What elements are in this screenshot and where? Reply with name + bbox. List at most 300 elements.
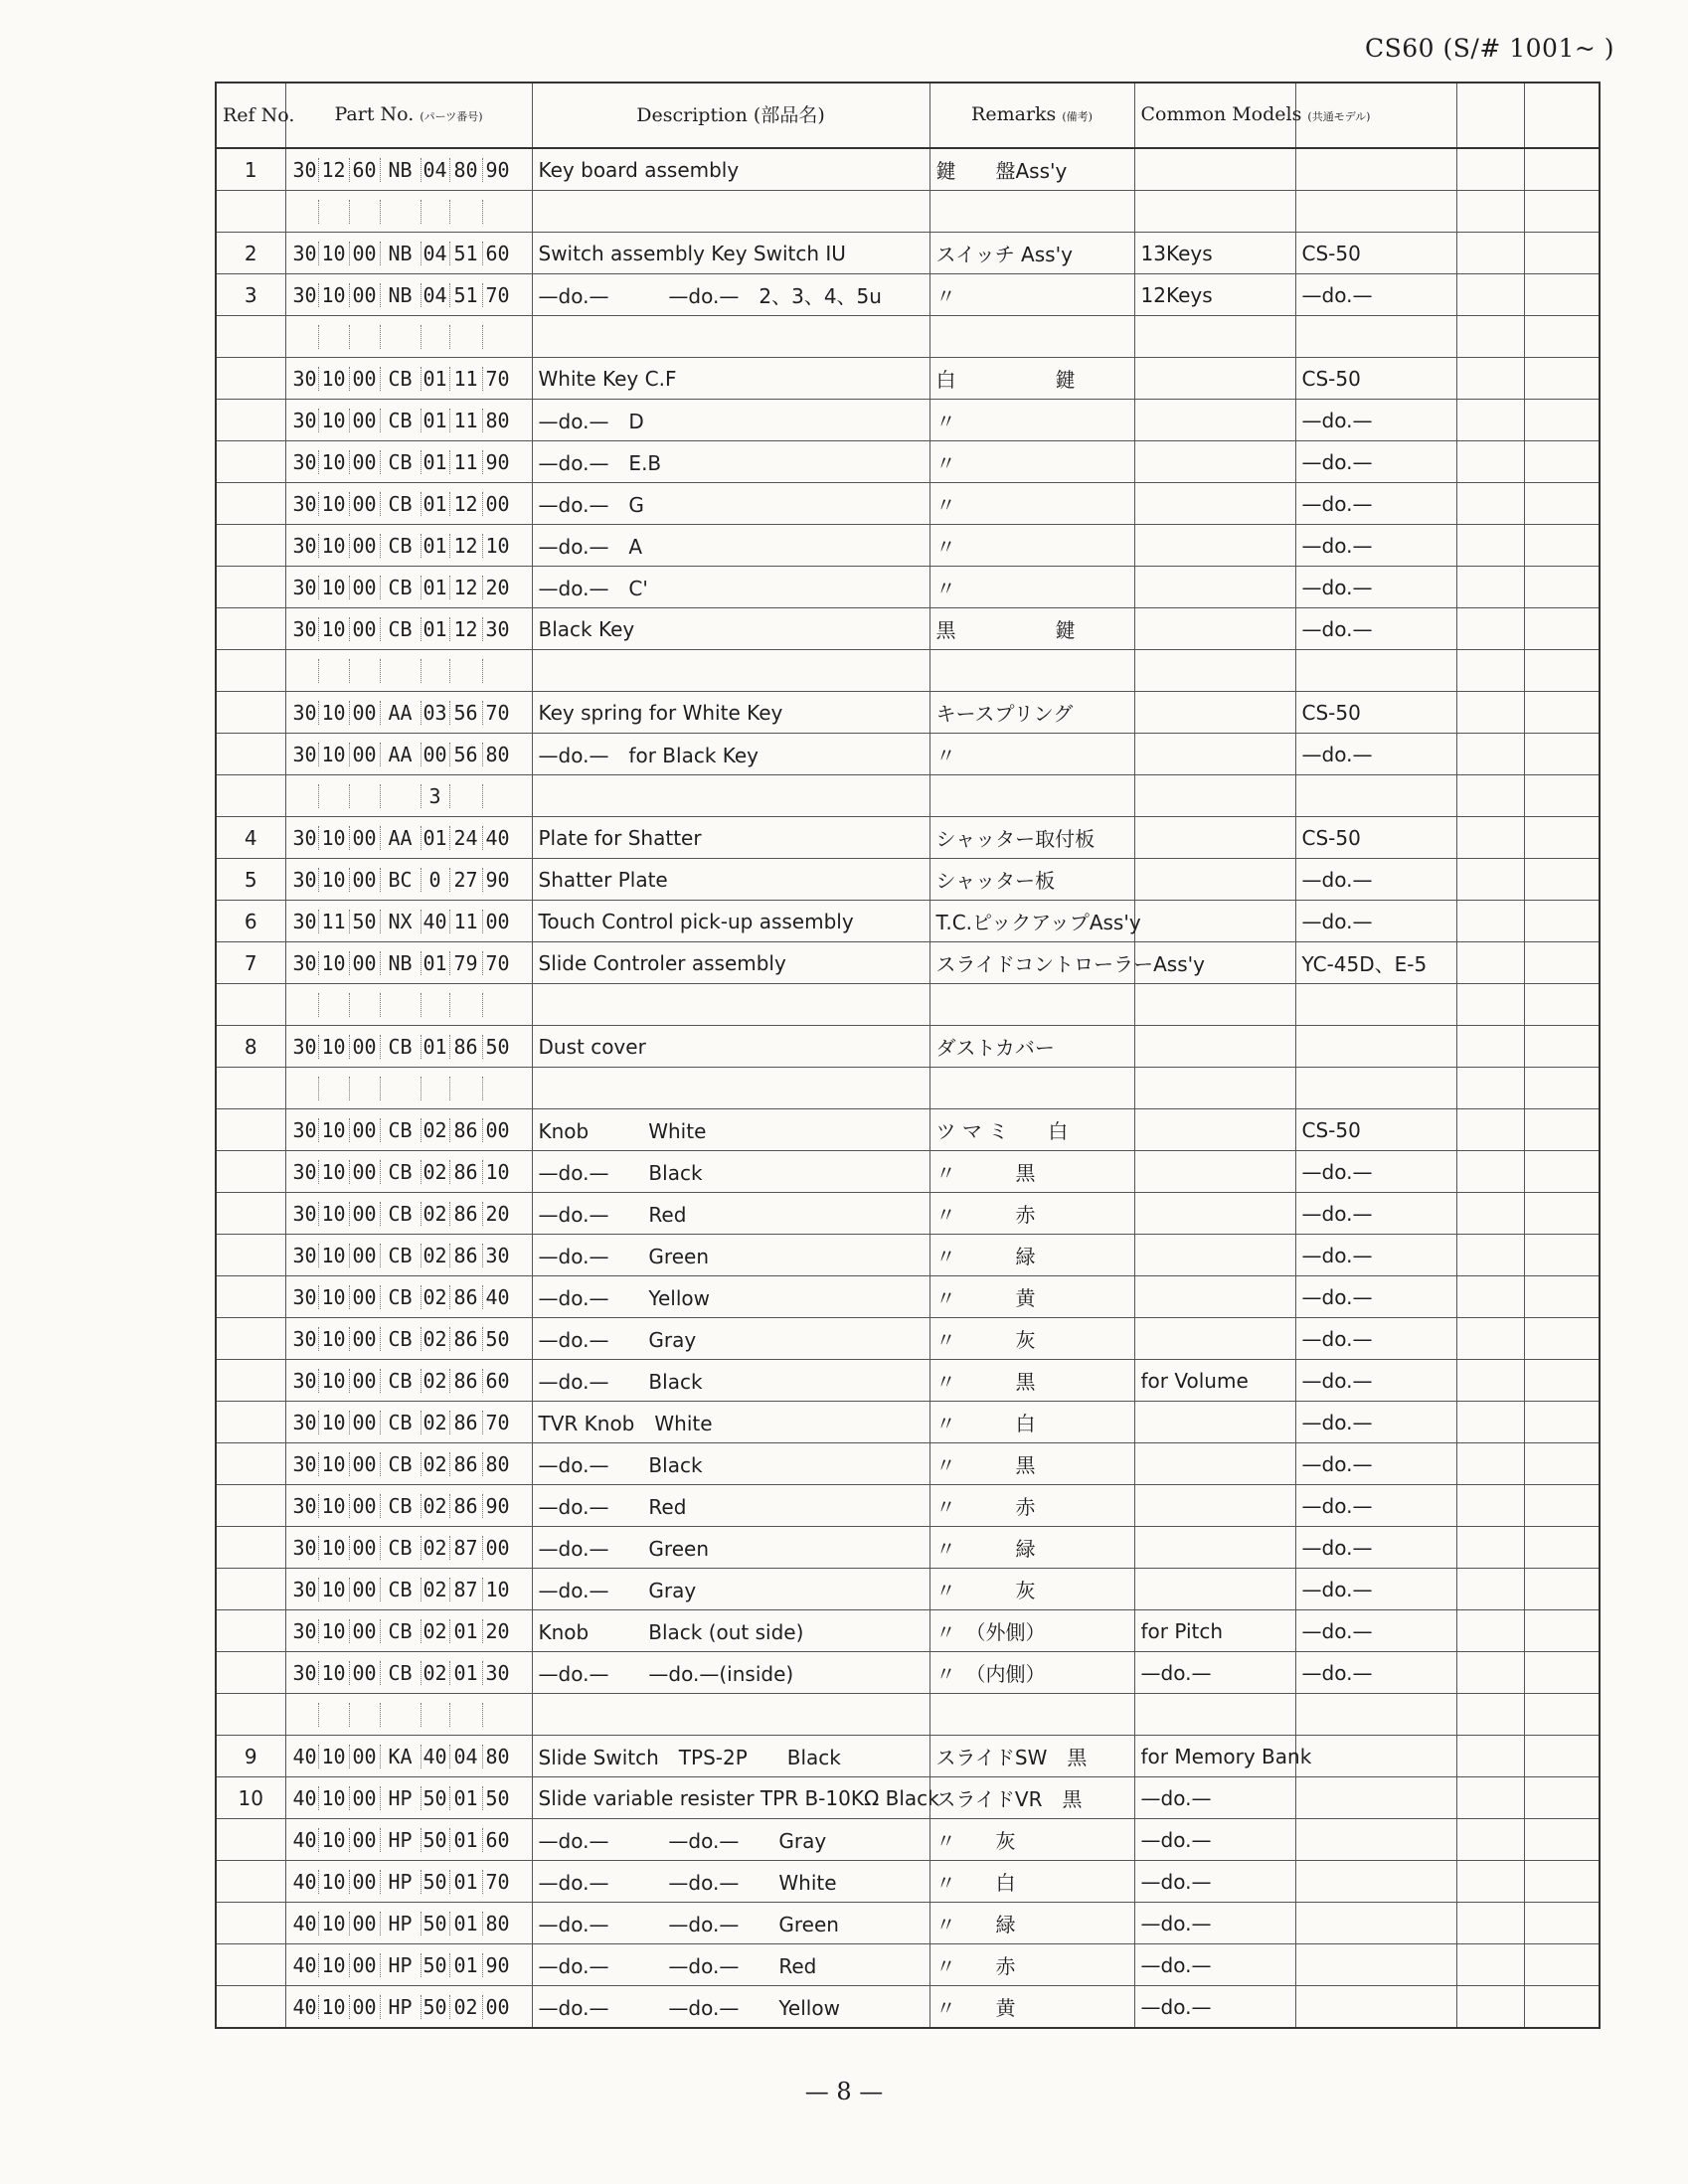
table-row (216, 400, 1600, 441)
part-no-segment: 00 (350, 743, 381, 766)
blank-cell-2 (1524, 1193, 1600, 1235)
part-no-segment: 30 (292, 1493, 317, 1518)
common-models-cell (1295, 1694, 1456, 1736)
common-models-cell: CS-50 (1295, 817, 1456, 859)
part-no-segment: 00 (350, 450, 381, 474)
part-no-segment (319, 993, 350, 1017)
part-no-cell (285, 984, 532, 1026)
blank-cell-2 (1524, 483, 1600, 525)
blank-cell-1 (1456, 358, 1524, 400)
blank-cell-1 (1456, 1569, 1524, 1610)
part-no-cell (285, 1485, 532, 1527)
blank-cell-2 (1524, 1652, 1600, 1694)
part-no-segment: 00 (485, 491, 510, 516)
table-row (216, 1610, 1600, 1652)
part-no-segment: 12 (450, 617, 483, 641)
blank-cell-1 (1456, 775, 1524, 817)
common-models-cell (1295, 1861, 1456, 1903)
part-no-segment: 00 (350, 701, 381, 725)
blank-cell-2 (1524, 358, 1600, 400)
ref-no-cell (216, 567, 285, 608)
part-no-segment: 30 (292, 1201, 317, 1226)
part-no-segment: 10 (319, 1160, 350, 1184)
table-row (216, 1318, 1600, 1360)
description-jp-cell (929, 1068, 1134, 1109)
table-row (216, 1485, 1600, 1527)
part-no-segment: 30 (292, 1284, 317, 1309)
table-row (216, 358, 1600, 400)
part-no-segment: 00 (350, 826, 381, 850)
part-no-segment: 10 (319, 492, 350, 516)
part-no-segment: 56 (450, 701, 483, 725)
blank-cell-2 (1524, 775, 1600, 817)
part-no-segment: 00 (350, 1536, 381, 1560)
part-no-segment: 00 (350, 1661, 381, 1685)
table-row (216, 316, 1600, 358)
description-cell: Touch Control pick-up assembly (532, 901, 929, 942)
part-no-segment: 03 (422, 701, 450, 725)
description-cell: —do.— for Black Key (532, 734, 929, 775)
description-cell: —do.— Red (532, 1193, 929, 1235)
part-no-segment: 01 (422, 951, 450, 975)
part-no-segment (350, 325, 381, 349)
part-no-segment: 00 (350, 1619, 381, 1643)
blank-cell-1 (1456, 316, 1524, 358)
remarks-cell (1134, 1402, 1295, 1443)
part-no-segment: AA (381, 743, 422, 766)
part-no-segment (483, 993, 513, 1017)
part-no-cell (285, 1527, 532, 1569)
part-no-segment: 90 (485, 449, 510, 474)
part-no-segment: 80 (485, 1911, 510, 1935)
common-models-cell: —do.— (1295, 1151, 1456, 1193)
part-no-segment: 30 (485, 1660, 510, 1685)
part-no-cell (285, 567, 532, 608)
description-jp-cell: 〃 灰 (929, 1819, 1134, 1861)
part-no-segment: 86 (450, 1118, 483, 1142)
part-no-segment: CB (381, 1661, 422, 1685)
table-row (216, 1903, 1600, 1944)
blank-cell-2 (1524, 608, 1600, 650)
description-cell (532, 1694, 929, 1736)
page-number: — 8 — (804, 2078, 884, 2105)
description-jp-cell: 〃 (929, 274, 1134, 316)
part-no-segment: 40 (485, 825, 510, 850)
description-cell: Key board assembly (532, 148, 929, 191)
blank-cell-1 (1456, 1318, 1524, 1360)
blank-cell-1 (1456, 1694, 1524, 1736)
part-no-segment: 30 (292, 491, 317, 516)
common-models-cell: —do.— (1295, 1527, 1456, 1569)
part-no-segment: 50 (422, 1995, 450, 2019)
ref-no-cell: 9 (216, 1736, 285, 1777)
part-no-segment: 12 (450, 492, 483, 516)
common-models-cell (1295, 775, 1456, 817)
remarks-cell (1134, 567, 1295, 608)
table-row (216, 817, 1600, 859)
description-jp-cell: キースプリング (929, 692, 1134, 734)
part-no-segment: 00 (350, 1411, 381, 1434)
description-jp-cell (929, 191, 1134, 233)
blank-cell-2 (1524, 1903, 1600, 1944)
col-header-description (532, 83, 929, 148)
part-no-segment: 00 (485, 1535, 510, 1560)
part-no-segment: 10 (319, 1661, 350, 1685)
part-no-segment: 00 (350, 1745, 381, 1768)
common-models-cell (1295, 650, 1456, 692)
part-no-segment: 24 (450, 826, 483, 850)
description-cell: —do.— Green (532, 1527, 929, 1569)
part-no-segment: 86 (450, 1452, 483, 1476)
part-no-segment: 51 (450, 283, 483, 307)
table-row (216, 775, 1600, 817)
ref-no-cell (216, 1694, 285, 1736)
table-row (216, 608, 1600, 650)
part-no-segment: 00 (350, 1160, 381, 1184)
description-jp-cell: 〃 白 (929, 1861, 1134, 1903)
part-no-segment: 00 (350, 1953, 381, 1977)
description-jp-cell (929, 775, 1134, 817)
part-no-segment: 40 (292, 1952, 317, 1977)
part-no-segment (422, 325, 450, 349)
part-no-segment: 30 (292, 1410, 317, 1434)
ref-no-cell: 1 (216, 148, 285, 191)
common-models-cell (1295, 984, 1456, 1026)
part-no-segment: 04 (422, 283, 450, 307)
common-models-cell (1295, 1068, 1456, 1109)
description-jp-cell: 〃 （外側） (929, 1610, 1134, 1652)
description-jp-cell: ダストカバー (929, 1026, 1134, 1068)
part-no-segment: 50 (485, 1034, 510, 1059)
part-no-segment: 30 (292, 241, 317, 265)
part-no-segment (381, 659, 422, 683)
table-row (216, 984, 1600, 1026)
part-no-segment: 00 (350, 1369, 381, 1393)
part-no-cell (285, 400, 532, 441)
blank-cell-1 (1456, 1736, 1524, 1777)
blank-cell-2 (1524, 525, 1600, 567)
part-no-segment: 30 (292, 1451, 317, 1476)
common-models-cell (1295, 1777, 1456, 1819)
part-no-segment: 12 (450, 534, 483, 558)
blank-cell-2 (1524, 191, 1600, 233)
ref-no-cell (216, 1861, 285, 1903)
description-jp-cell (929, 1694, 1134, 1736)
table-header-row (216, 83, 1600, 148)
part-no-segment: 11 (450, 409, 483, 432)
part-no-cell (285, 859, 532, 901)
description-jp-cell: 〃 (929, 525, 1134, 567)
blank-cell-2 (1524, 274, 1600, 316)
part-no-segment: CB (381, 1244, 422, 1267)
blank-cell-1 (1456, 1443, 1524, 1485)
part-no-segment: 00 (350, 1202, 381, 1226)
ref-no-cell: 4 (216, 817, 285, 859)
description-cell: —do.— D (532, 400, 929, 441)
part-no-segment: 80 (485, 1744, 510, 1768)
part-no-segment: 00 (350, 242, 381, 265)
description-jp-cell: 〃 赤 (929, 1485, 1134, 1527)
part-no-segment: 10 (319, 1828, 350, 1852)
col-header-remarks (929, 83, 1134, 148)
part-no-segment: 86 (450, 1202, 483, 1226)
part-no-segment: 11 (450, 367, 483, 391)
col-header-remarks-label: Remarks (971, 102, 1057, 125)
part-no-segment: 01 (450, 1786, 483, 1810)
blank-cell-1 (1456, 608, 1524, 650)
blank-cell-2 (1524, 984, 1600, 1026)
description-jp-cell: 〃 黒 (929, 1443, 1134, 1485)
blank-cell-1 (1456, 1819, 1524, 1861)
table-row (216, 1360, 1600, 1402)
part-no-segment: 50 (422, 1912, 450, 1935)
description-cell: —do.— Green (532, 1235, 929, 1276)
remarks-cell: —do.— (1134, 1777, 1295, 1819)
part-no-cell (285, 1151, 532, 1193)
remarks-cell (1134, 650, 1295, 692)
description-cell: —do.— Black (532, 1360, 929, 1402)
description-jp-cell: 〃 (929, 483, 1134, 525)
part-no-segment: 01 (422, 617, 450, 641)
part-no-segment: 02 (422, 1244, 450, 1267)
part-no-segment: 40 (292, 1994, 317, 2019)
blank-cell-2 (1524, 1944, 1600, 1986)
part-no-segment: HP (381, 1912, 422, 1935)
part-no-cell (285, 1026, 532, 1068)
part-no-segment: CB (381, 576, 422, 599)
part-no-segment: 10 (319, 1745, 350, 1768)
common-models-cell: —do.— (1295, 608, 1456, 650)
part-no-cell (285, 1443, 532, 1485)
part-no-segment: 01 (422, 409, 450, 432)
blank-cell-1 (1456, 1235, 1524, 1276)
blank-cell-2 (1524, 233, 1600, 274)
part-no-segment (422, 659, 450, 683)
description-jp-cell: T.C.ピックアップAss'y (929, 901, 1134, 942)
part-no-segment: CB (381, 1452, 422, 1476)
part-no-segment: 20 (485, 1618, 510, 1643)
part-no-segment: 86 (450, 1285, 483, 1309)
description-jp-cell: 〃 黒 (929, 1360, 1134, 1402)
part-no-segment (483, 659, 513, 683)
remarks-cell (1134, 1276, 1295, 1318)
part-no-segment: 30 (292, 157, 317, 182)
blank-cell-1 (1456, 1652, 1524, 1694)
part-no-cell (285, 1819, 532, 1861)
part-no-segment: 30 (292, 825, 317, 850)
part-no-cell (285, 233, 532, 274)
blank-cell-2 (1524, 1318, 1600, 1360)
part-no-segment: CB (381, 1285, 422, 1309)
description-cell: Slide variable resister TPR B-10KΩ Black (532, 1777, 929, 1819)
part-no-segment (350, 1077, 381, 1100)
col-header-part-no (285, 83, 532, 148)
part-no-segment: 00 (350, 1118, 381, 1142)
description-jp-cell: 〃 黄 (929, 1276, 1134, 1318)
part-no-segment (422, 200, 450, 224)
part-no-segment: 80 (485, 408, 510, 432)
part-no-segment: 70 (485, 950, 510, 975)
part-no-segment: 00 (350, 1244, 381, 1267)
blank-cell-1 (1456, 1485, 1524, 1527)
description-jp-cell: 〃 (929, 734, 1134, 775)
remarks-cell: 13Keys (1134, 233, 1295, 274)
part-no-cell (285, 775, 532, 817)
description-cell: Slide Switch TPS-2P Black (532, 1736, 929, 1777)
ref-no-cell: 6 (216, 901, 285, 942)
part-no-cell (285, 1318, 532, 1360)
part-no-segment: 50 (422, 1786, 450, 1810)
remarks-cell (1134, 1694, 1295, 1736)
part-no-segment (319, 200, 350, 224)
common-models-cell (1295, 191, 1456, 233)
blank-cell-2 (1524, 817, 1600, 859)
remarks-cell (1134, 400, 1295, 441)
part-no-segment: 3 (422, 784, 450, 808)
common-models-cell: —do.— (1295, 1610, 1456, 1652)
part-no-segment: 01 (422, 450, 450, 474)
part-no-segment: 30 (292, 1117, 317, 1142)
part-no-segment: 30 (292, 408, 317, 432)
part-no-segment: 40 (292, 1827, 317, 1852)
part-no-segment: 80 (485, 1451, 510, 1476)
remarks-cell (1134, 817, 1295, 859)
part-no-segment (450, 200, 483, 224)
part-no-segment (292, 1703, 319, 1727)
description-jp-cell: 鍵 盤Ass'y (929, 148, 1134, 191)
common-models-cell: —do.— (1295, 1318, 1456, 1360)
part-no-segment: 90 (485, 1952, 510, 1977)
blank-cell-2 (1524, 1736, 1600, 1777)
part-no-segment (381, 200, 422, 224)
table-row (216, 1109, 1600, 1151)
part-no-segment: 02 (422, 1661, 450, 1685)
part-no-segment: 01 (422, 367, 450, 391)
part-no-segment: CB (381, 409, 422, 432)
ref-no-cell (216, 400, 285, 441)
part-no-cell (285, 1360, 532, 1402)
common-models-cell: —do.— (1295, 1402, 1456, 1443)
part-no-segment (450, 993, 483, 1017)
ref-no-cell (216, 1944, 285, 1986)
blank-cell-2 (1524, 1569, 1600, 1610)
common-models-cell (1295, 1026, 1456, 1068)
part-no-segment: 02 (422, 1285, 450, 1309)
part-no-segment: 02 (422, 1369, 450, 1393)
part-no-segment (319, 1703, 350, 1727)
part-no-segment: 00 (350, 1035, 381, 1059)
common-models-cell: —do.— (1295, 1652, 1456, 1694)
part-no-segment (319, 1077, 350, 1100)
common-models-cell: CS-50 (1295, 233, 1456, 274)
description-jp-cell: 〃 赤 (929, 1193, 1134, 1235)
common-models-cell: —do.— (1295, 1443, 1456, 1485)
blank-cell-1 (1456, 1777, 1524, 1819)
blank-cell-2 (1524, 859, 1600, 901)
blank-cell-2 (1524, 942, 1600, 984)
part-no-segment: 01 (450, 1828, 483, 1852)
common-models-cell: —do.— (1295, 441, 1456, 483)
blank-cell-1 (1456, 1402, 1524, 1443)
part-no-segment: 40 (485, 1284, 510, 1309)
description-cell: —do.— Yellow (532, 1276, 929, 1318)
part-no-segment: 20 (485, 1201, 510, 1226)
blank-cell-2 (1524, 567, 1600, 608)
part-no-segment: CB (381, 1160, 422, 1184)
ref-no-cell (216, 1610, 285, 1652)
description-jp-cell: 〃 緑 (929, 1527, 1134, 1569)
part-no-segment: 86 (450, 1494, 483, 1518)
ref-no-cell (216, 1193, 285, 1235)
part-no-segment: 30 (485, 1243, 510, 1267)
part-no-segment: 40 (292, 1785, 317, 1810)
description-cell (532, 316, 929, 358)
part-no-segment: 30 (292, 1618, 317, 1643)
part-no-segment (422, 1077, 450, 1100)
part-no-segment: 00 (350, 1578, 381, 1601)
part-no-segment: 30 (292, 1243, 317, 1267)
table-row (216, 1276, 1600, 1318)
col-header-common (1134, 83, 1371, 148)
ref-no-cell (216, 1235, 285, 1276)
blank-cell-1 (1456, 400, 1524, 441)
part-no-segment: 87 (450, 1536, 483, 1560)
part-no-segment (483, 1077, 513, 1100)
remarks-cell (1134, 191, 1295, 233)
part-no-cell (285, 483, 532, 525)
part-no-segment: 02 (422, 1327, 450, 1351)
part-no-segment: 10 (319, 367, 350, 391)
part-no-segment: 30 (292, 449, 317, 474)
blank-cell-2 (1524, 1485, 1600, 1527)
part-no-segment: CB (381, 1411, 422, 1434)
blank-cell-2 (1524, 1986, 1600, 2029)
part-no-segment: 04 (422, 242, 450, 265)
common-models-cell: —do.— (1295, 525, 1456, 567)
col-header-ref: Ref No. (216, 83, 285, 148)
part-no-segment: 00 (350, 409, 381, 432)
part-no-segment (381, 784, 422, 808)
table-row (216, 1736, 1600, 1777)
part-no-cell (285, 1569, 532, 1610)
description-jp-cell: スライドVR 黒 (929, 1777, 1134, 1819)
table-row (216, 1527, 1600, 1569)
ref-no-cell (216, 1443, 285, 1485)
part-no-segment: 10 (319, 1786, 350, 1810)
blank-cell-2 (1524, 1235, 1600, 1276)
part-no-segment (450, 1077, 483, 1100)
ref-no-cell (216, 1569, 285, 1610)
col-header-part-no-jp: (パーツ番号) (420, 109, 483, 123)
description-jp-cell (929, 984, 1134, 1026)
part-no-segment: 01 (450, 1912, 483, 1935)
part-no-cell (285, 1694, 532, 1736)
description-cell: —do.— —do.— Green (532, 1903, 929, 1944)
part-no-segment: 01 (450, 1661, 483, 1685)
col-header-remarks-jp: (備考) (1062, 109, 1093, 123)
part-no-segment: 10 (319, 1118, 350, 1142)
description-jp-cell: シャッター板 (929, 859, 1134, 901)
part-no-cell (285, 1736, 532, 1777)
remarks-cell (1134, 441, 1295, 483)
part-no-segment: 10 (319, 1035, 350, 1059)
part-no-segment: 02 (422, 1619, 450, 1643)
part-no-segment: 40 (292, 1869, 317, 1894)
part-no-segment: 10 (319, 1369, 350, 1393)
part-no-segment: 11 (450, 450, 483, 474)
remarks-cell (1134, 692, 1295, 734)
blank-cell-1 (1456, 901, 1524, 942)
